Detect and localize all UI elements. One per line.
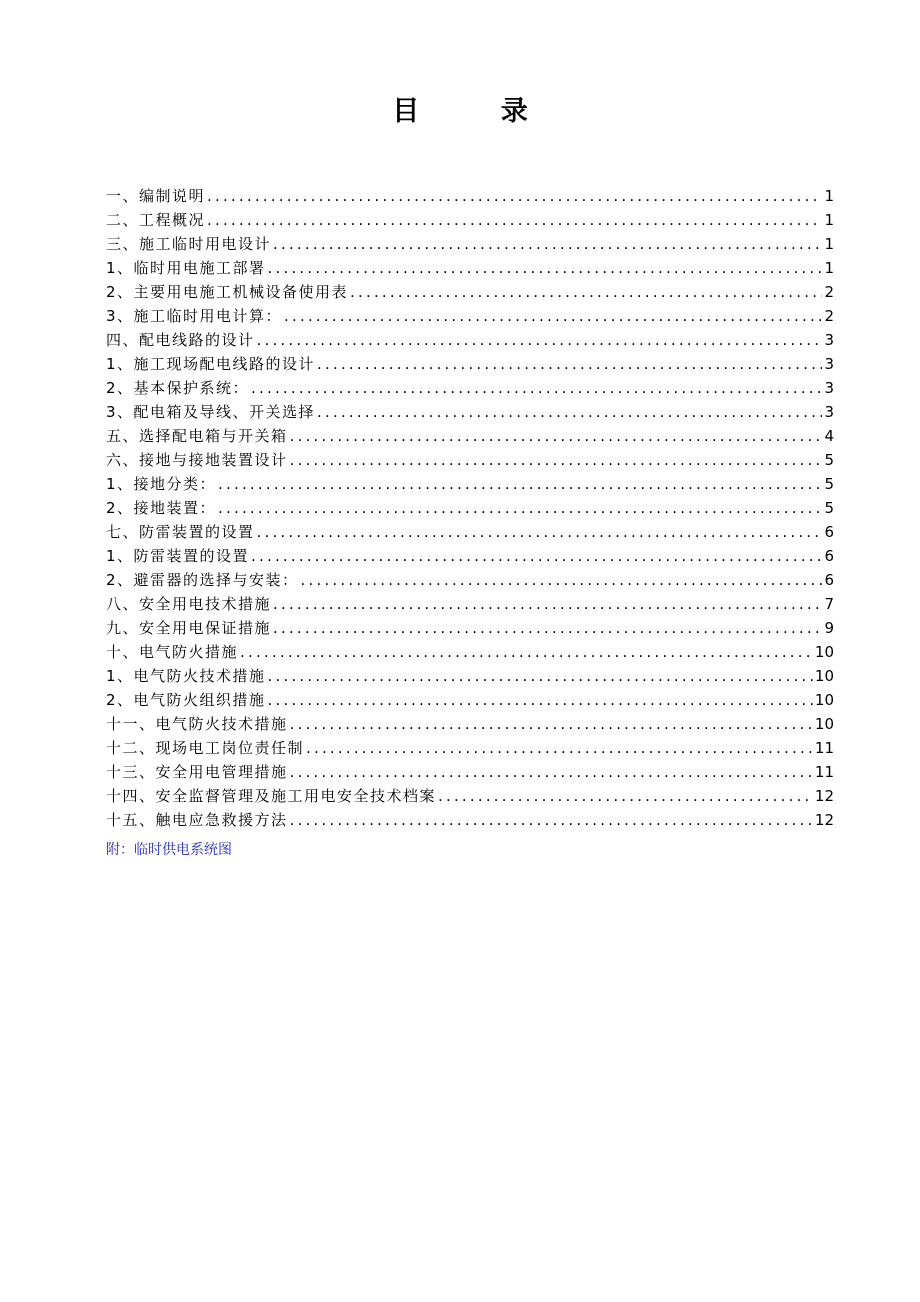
toc-entry-label: 1、施工现场配电线路的设计 (106, 355, 316, 373)
toc-dot-leader (438, 784, 813, 808)
appendix-link[interactable]: 附：临时供电系统图 (106, 842, 232, 858)
toc-entry-label: 七、防雷装置的设置 (106, 523, 255, 541)
toc-entry[interactable] (106, 376, 834, 400)
toc-entry[interactable] (106, 688, 834, 712)
toc-dot-leader (218, 496, 822, 520)
toc-entry[interactable] (106, 472, 834, 496)
toc-entry-page-number: 5 (824, 499, 834, 517)
toc-entry[interactable] (106, 496, 834, 520)
toc-entry[interactable] (106, 760, 834, 784)
toc-dot-leader (240, 640, 813, 664)
toc-entry-page-number: 6 (824, 571, 834, 589)
toc-entry-label: 三、施工临时用电设计 (106, 235, 272, 253)
toc-dot-leader (251, 376, 822, 400)
toc-entry-page-number: 10 (814, 691, 834, 709)
toc-entry[interactable] (106, 208, 834, 232)
toc-entry-page-number: 1 (824, 211, 834, 229)
toc-entry[interactable] (106, 352, 834, 376)
toc-dot-leader (284, 304, 822, 328)
toc-entry-page-number: 9 (824, 619, 834, 637)
toc-entry-page-number: 3 (824, 331, 834, 349)
toc-dot-leader (301, 568, 823, 592)
toc-entry-label: 2、接地装置： (106, 499, 217, 517)
toc-entry-label: 一、编制说明 (106, 187, 206, 205)
toc-dot-leader (317, 352, 822, 376)
toc-dot-leader (257, 328, 823, 352)
toc-entry-label: 二、工程概况 (106, 211, 206, 229)
toc-dot-leader (268, 664, 813, 688)
toc-dot-leader (350, 280, 822, 304)
toc-title: 目 录 (392, 96, 564, 127)
toc-entry-label: 九、安全用电保证措施 (106, 619, 272, 637)
toc-entry-page-number: 10 (814, 715, 834, 733)
toc-entry-label: 2、电气防火组织措施 (106, 691, 266, 709)
toc-entry-label: 1、防雷装置的设置 (106, 547, 250, 565)
toc-dot-leader (273, 592, 822, 616)
toc-entry-label: 2、基本保护系统： (106, 379, 250, 397)
toc-entry-page-number: 12 (814, 787, 834, 805)
toc-dot-leader (268, 256, 823, 280)
toc-entry-label: 1、电气防火技术措施 (106, 667, 266, 685)
toc-entry[interactable] (106, 256, 834, 280)
toc-entry-label: 2、避雷器的选择与安装： (106, 571, 299, 589)
toc-entry[interactable] (106, 328, 834, 352)
toc-dot-leader (257, 520, 823, 544)
toc-entry[interactable] (106, 280, 834, 304)
toc-entry-page-number: 5 (824, 451, 834, 469)
toc-entry[interactable] (106, 184, 834, 208)
toc-entry[interactable] (106, 544, 834, 568)
toc-entry[interactable] (106, 712, 834, 736)
toc-dot-leader (251, 544, 822, 568)
toc-entry-page-number: 6 (824, 523, 834, 541)
toc-entry[interactable] (106, 400, 834, 424)
toc-entry[interactable] (106, 520, 834, 544)
toc-entry[interactable] (106, 640, 834, 664)
toc-entry-page-number: 4 (824, 427, 834, 445)
toc-entry-label: 五、选择配电箱与开关箱 (106, 427, 288, 445)
toc-entry-label: 八、安全用电技术措施 (106, 595, 272, 613)
toc-list (106, 184, 834, 832)
toc-entry-page-number: 3 (824, 355, 834, 373)
toc-dot-leader (290, 808, 813, 832)
toc-entry-page-number: 11 (814, 739, 834, 757)
toc-entry-page-number: 10 (814, 667, 834, 685)
toc-entry[interactable] (106, 784, 834, 808)
toc-entry-page-number: 7 (824, 595, 834, 613)
toc-entry-label: 1、接地分类： (106, 475, 217, 493)
toc-entry[interactable] (106, 736, 834, 760)
toc-entry-page-number: 11 (814, 763, 834, 781)
toc-entry-page-number: 5 (824, 475, 834, 493)
toc-entry-label: 六、接地与接地装置设计 (106, 451, 288, 469)
toc-entry[interactable] (106, 616, 834, 640)
toc-dot-leader (290, 448, 823, 472)
toc-entry[interactable] (106, 592, 834, 616)
toc-dot-leader (207, 208, 822, 232)
toc-entry[interactable] (106, 304, 834, 328)
toc-entry-page-number: 1 (824, 235, 834, 253)
toc-entry-page-number: 1 (824, 187, 834, 205)
toc-dot-leader (290, 712, 813, 736)
toc-entry-page-number: 2 (824, 283, 834, 301)
toc-dot-leader (207, 184, 822, 208)
toc-dot-leader (306, 736, 813, 760)
toc-entry[interactable] (106, 568, 834, 592)
toc-entry-page-number: 10 (814, 643, 834, 661)
toc-entry-page-number: 2 (824, 307, 834, 325)
toc-entry-page-number: 3 (824, 379, 834, 397)
toc-entry-label: 十一、电气防火技术措施 (106, 715, 288, 733)
toc-entry-page-number: 6 (824, 547, 834, 565)
toc-dot-leader (290, 424, 823, 448)
toc-entry-label: 3、配电箱及导线、开关选择 (106, 403, 316, 421)
toc-entry[interactable] (106, 808, 834, 832)
toc-entry-page-number: 3 (824, 403, 834, 421)
toc-entry[interactable] (106, 424, 834, 448)
toc-dot-leader (273, 616, 822, 640)
toc-dot-leader (290, 760, 813, 784)
toc-entry-label: 3、施工临时用电计算： (106, 307, 283, 325)
toc-dot-leader (273, 232, 822, 256)
toc-entry-label: 十五、触电应急救援方法 (106, 811, 288, 829)
toc-entry-label: 十、电气防火措施 (106, 643, 239, 661)
toc-dot-leader (268, 688, 813, 712)
toc-entry-label: 1、临时用电施工部署 (106, 259, 266, 277)
toc-entry-page-number: 1 (824, 259, 834, 277)
toc-entry-label: 十四、安全监督管理及施工用电安全技术档案 (106, 787, 437, 805)
toc-entry[interactable] (106, 448, 834, 472)
toc-entry-label: 十三、安全用电管理措施 (106, 763, 288, 781)
toc-entry[interactable] (106, 664, 834, 688)
toc-entry-label: 十二、现场电工岗位责任制 (106, 739, 305, 757)
toc-dot-leader (218, 472, 822, 496)
toc-dot-leader (317, 400, 822, 424)
toc-entry-label: 2、主要用电施工机械设备使用表 (106, 283, 349, 301)
toc-entry-page-number: 12 (814, 811, 834, 829)
toc-entry[interactable] (106, 232, 834, 256)
toc-entry-label: 四、配电线路的设计 (106, 331, 255, 349)
